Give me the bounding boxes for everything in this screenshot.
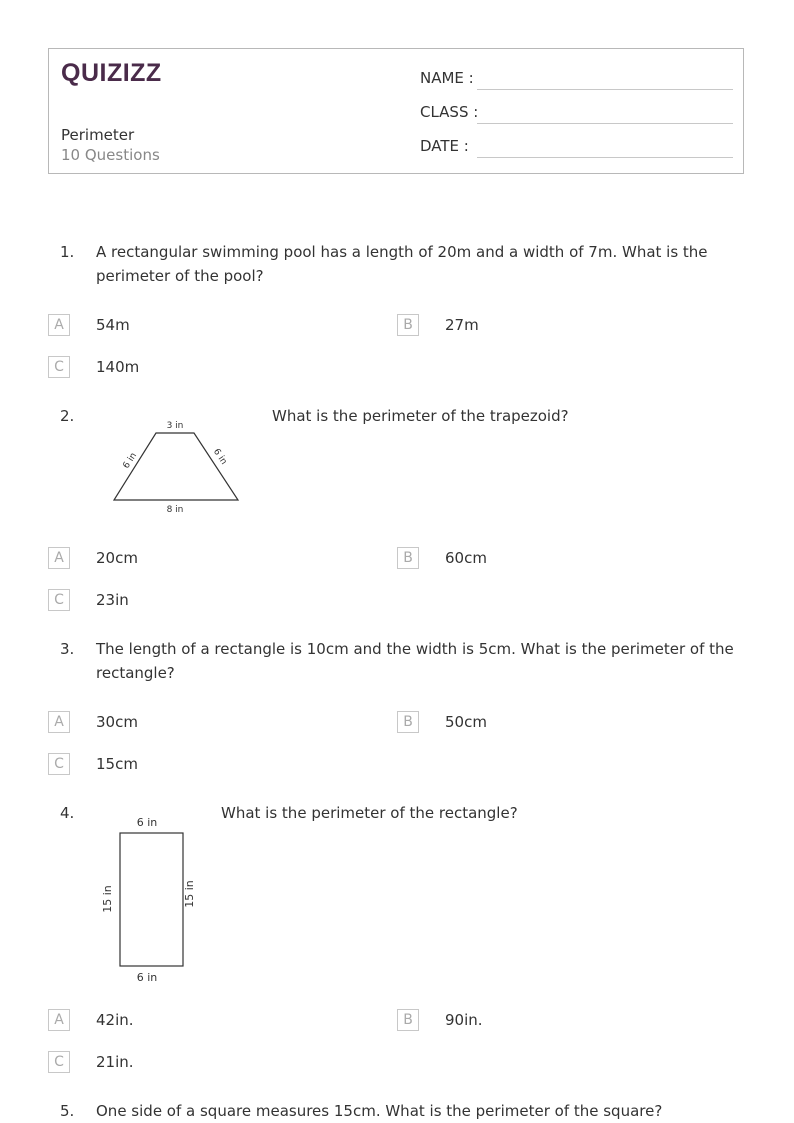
q2-option-c-box[interactable]: C — [48, 589, 70, 611]
trapezoid-bottom-label: 8 in — [166, 505, 184, 515]
q2-option-a-text: 20cm — [96, 549, 138, 567]
trapezoid-figure — [96, 414, 256, 518]
name-line — [477, 89, 733, 90]
q4-option-b-box[interactable]: B — [397, 1009, 419, 1031]
trapezoid-left-label: 6 in — [121, 451, 140, 471]
trapezoid-right-label: 6 in — [210, 447, 229, 467]
q1-option-a-box[interactable]: A — [48, 314, 70, 336]
date-line — [477, 157, 733, 158]
class-line — [477, 123, 733, 124]
question-3-line-1: The length of a rectangle is 10cm and the width is 5cm. What is the perimeter of the — [96, 640, 734, 658]
q3-option-b-box[interactable]: B — [397, 711, 419, 733]
question-count: 10 Questions — [61, 146, 160, 164]
q4-option-c-text: 21in. — [96, 1053, 134, 1071]
worksheet-title: Perimeter — [61, 126, 135, 144]
trapezoid-top-label: 3 in — [166, 421, 184, 431]
question-4-number: 4. — [60, 804, 75, 822]
question-2-text: What is the perimeter of the trapezoid? — [272, 407, 569, 425]
question-1-line-2: perimeter of the pool? — [96, 267, 264, 285]
question-1-number: 1. — [60, 243, 75, 261]
rectangle-figure — [96, 810, 216, 990]
q2-option-b-box[interactable]: B — [397, 547, 419, 569]
q3-option-a-box[interactable]: A — [48, 711, 70, 733]
rectangle-right-label: 15 in — [183, 880, 196, 908]
name-label: NAME : — [420, 69, 474, 87]
question-5-number: 5. — [60, 1102, 75, 1120]
rectangle-shape — [120, 833, 183, 966]
class-label: CLASS : — [420, 103, 479, 121]
q1-option-c-text: 140m — [96, 358, 140, 376]
q1-option-b-text: 27m — [445, 316, 479, 334]
date-label: DATE : — [420, 137, 469, 155]
question-1-line-1: A rectangular swimming pool has a length of 20m and a width of 7m. What is the — [96, 243, 708, 261]
q3-option-b-text: 50cm — [445, 713, 487, 731]
quizizz-logo: QUIZIZZ — [61, 59, 162, 87]
q3-option-a-text: 30cm — [96, 713, 138, 731]
q1-option-a-text: 54m — [96, 316, 130, 334]
q2-option-c-text: 23in — [96, 591, 129, 609]
question-3-line-2: rectangle? — [96, 664, 175, 682]
q4-option-c-box[interactable]: C — [48, 1051, 70, 1073]
rectangle-top-label: 6 in — [136, 816, 158, 829]
q2-option-b-text: 60cm — [445, 549, 487, 567]
q4-option-b-text: 90in. — [445, 1011, 483, 1029]
question-4-text: What is the perimeter of the rectangle? — [221, 804, 518, 822]
q4-option-a-box[interactable]: A — [48, 1009, 70, 1031]
q3-option-c-box[interactable]: C — [48, 753, 70, 775]
q1-option-c-box[interactable]: C — [48, 356, 70, 378]
q4-option-a-text: 42in. — [96, 1011, 134, 1029]
worksheet-header — [48, 48, 744, 174]
question-3-text — [96, 637, 734, 685]
q3-option-c-text: 15cm — [96, 755, 138, 773]
q1-option-b-box[interactable]: B — [397, 314, 419, 336]
q2-option-a-box[interactable]: A — [48, 547, 70, 569]
question-1-text — [96, 240, 708, 288]
rectangle-left-label: 15 in — [101, 885, 114, 913]
question-5-text: One side of a square measures 15cm. What is the perimeter of the square? — [96, 1102, 663, 1120]
question-3-number: 3. — [60, 640, 75, 658]
rectangle-bottom-label: 6 in — [136, 971, 158, 984]
question-2-number: 2. — [60, 407, 75, 425]
